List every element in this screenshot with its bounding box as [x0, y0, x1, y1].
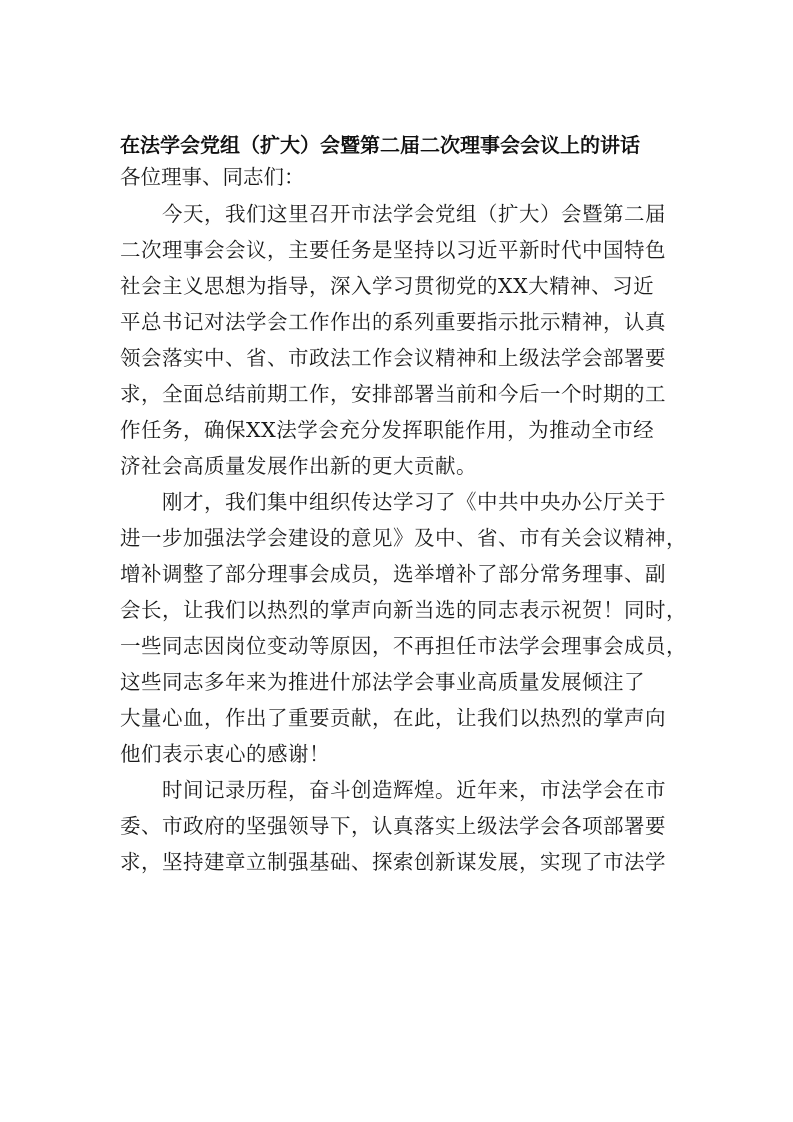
- salutation: 各位理事、同志们：: [120, 165, 305, 189]
- paragraph-line: 求，坚持建章立制强基础、探索创新谋发展，实现了市法学: [120, 850, 666, 874]
- paragraph-line: 作任务，确保XX法学会充分发挥职能作用，为推动全市经: [120, 418, 655, 442]
- paragraph-line: 委、市政府的坚强领导下，认真落实上级法学会各项部署要: [120, 814, 666, 838]
- paragraph-line: 社会主义思想为指导，深入学习贯彻党的XX大精神、习近: [120, 274, 655, 298]
- paragraph-line: 济社会高质量发展作出新的更大贡献。: [120, 454, 477, 478]
- paragraph-line: 一些同志因岗位变动等原因，不再担任市法学会理事会成员，: [120, 634, 687, 658]
- paragraph-line: 他们表示衷心的感谢！: [120, 742, 330, 766]
- paragraph-line: 平总书记对法学会工作作出的系列重要指示批示精神，认真: [120, 310, 666, 334]
- paragraph-line: 求，全面总结前期工作，安排部署当前和今后一个时期的工: [120, 382, 666, 406]
- paragraph-line: 二次理事会会议，主要任务是坚持以习近平新时代中国特色: [120, 238, 666, 262]
- paragraph-line: 这些同志多年来为推进什邡法学会事业高质量发展倾注了: [120, 670, 645, 694]
- paragraph-line: 增补调整了部分理事会成员，选举增补了部分常务理事、副: [120, 562, 666, 586]
- document-title: 在法学会党组（扩大）会暨第二届二次理事会会议上的讲话: [120, 133, 640, 157]
- paragraph-line: 刚才，我们集中组织传达学习了《中共中央办公厅关于: [162, 490, 666, 514]
- paragraph-line: 大量心血，作出了重要贡献，在此，让我们以热烈的掌声向: [120, 706, 666, 730]
- paragraph-line: 进一步加强法学会建设的意见》及中、省、市有关会议精神，: [120, 526, 687, 550]
- paragraph-line: 领会落实中、省、市政法工作会议精神和上级法学会部署要: [120, 346, 666, 370]
- paragraph-line: 会长，让我们以热烈的掌声向新当选的同志表示祝贺！同时，: [120, 598, 687, 622]
- paragraph-line: 时间记录历程，奋斗创造辉煌。近年来，市法学会在市: [162, 778, 666, 802]
- paragraph-line: 今天，我们这里召开市法学会党组（扩大）会暨第二届: [162, 202, 666, 226]
